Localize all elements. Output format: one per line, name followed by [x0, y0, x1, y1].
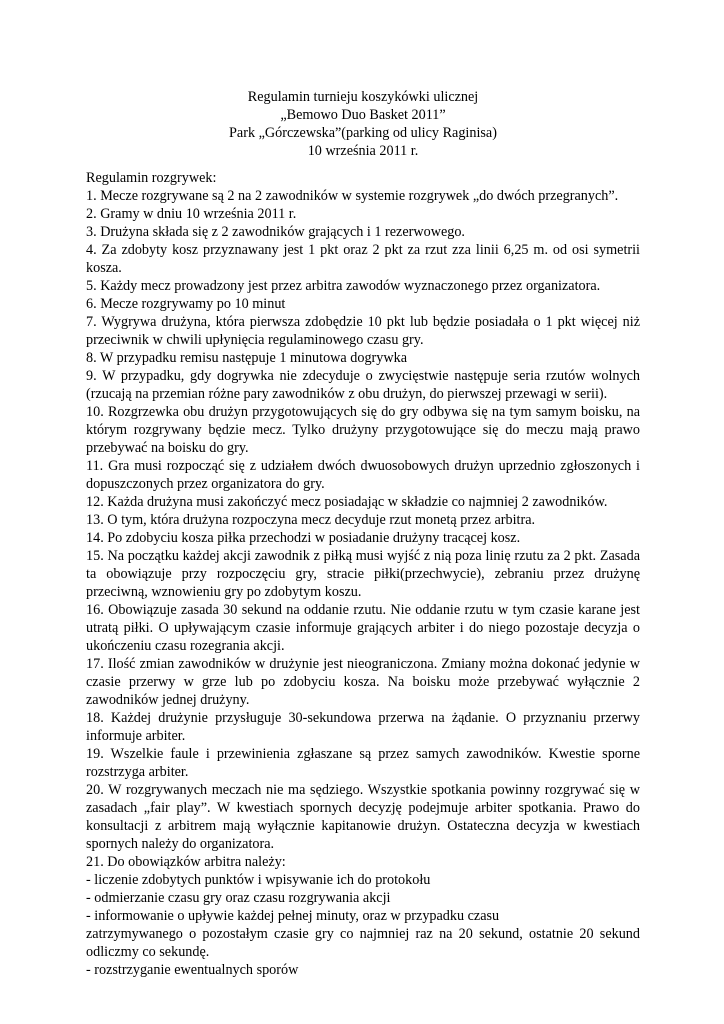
duty-item: - informowanie o upływie każdej pełnej minuty, oraz w przypadku czasu — [86, 908, 500, 924]
duty-item: - odmierzanie czasu gry oraz czasu rozgrywania akcji — [86, 890, 391, 906]
rule-item: 20. W rozgrywanych meczach nie ma sędziego. Wszystkie spotkania powinny rozgrywać się w zasadach „fair play”. W kwestiach spornych decyzję podejmuje arbiter spotkania. Prawo do konsultacji z arbitrem mają wyłącznie kapitanowie drużyn. Ostateczna decyzja w kwestiach spornych należy do organizatora. — [86, 782, 640, 852]
rule-item: 12. Każda drużyna musi zakończyć mecz posiadając w składzie co najmniej 2 zawodników. — [86, 494, 608, 510]
rule-item: 2. Gramy w dniu 10 września 2011 r. — [86, 206, 297, 222]
rule-item: 7. Wygrywa drużyna, która pierwsza zdobędzie 10 pkt lub będzie posiadała o 1 pkt więcej niż przeciwnik w chwili upłynięcia regulaminowego czasu gry. — [86, 314, 640, 348]
rule-item: 18. Każdej drużynie przysługuje 30-sekundowa przerwa na żądanie. O przyznaniu przerwy informuje arbiter. — [86, 710, 640, 744]
header-location: Park „Górczewska”(parking od ulicy Raginisa) — [229, 125, 497, 141]
rule-item: 3. Drużyna składa się z 2 zawodników grających i 1 rezerwowego. — [86, 224, 465, 240]
rule-item: 17. Ilość zmian zawodników w drużynie jest nieograniczona. Zmiany można dokonać jedynie w czasie przerwy w grze lub po zdobyciu kosza. Na boisku może przebywać wyłącznie 2 zawodników jednej drużyny. — [86, 656, 640, 708]
rule-item: 10. Rozgrzewka obu drużyn przygotowujących się do gry odbywa się na tym samym boisku, na którym rozgrywany będzie mecz. Tylko drużyny przygotowujące się do meczu mają prawo przebywać na boisku do gry. — [86, 404, 640, 456]
document-body — [86, 169, 640, 979]
document-header — [86, 88, 640, 160]
rule-item: 16. Obowiązuje zasada 30 sekund na oddanie rzutu. Nie oddanie rzutu w tym czasie karane jest utratą piłki. O upływającym czasie informuje grających arbiter i do niego pozostaje decyzja o ukończeniu czasu rozegrania akcji. — [86, 602, 640, 654]
rule-item: 14. Po zdobyciu kosza piłka przechodzi w posiadanie drużyny tracącej kosz. — [86, 530, 521, 546]
rule-item: 21. Do obowiązków arbitra należy: — [86, 854, 286, 870]
rule-item: 6. Mecze rozgrywamy po 10 minut — [86, 296, 286, 312]
rule-item: 11. Gra musi rozpocząć się z udziałem dwóch dwuosobowych drużyn uprzednio zgłoszonych i dopuszczonych przez organizatora do gry. — [86, 458, 640, 492]
header-date: 10 września 2011 r. — [307, 143, 419, 159]
rule-item: 9. W przypadku, gdy dogrywka nie zdecyduje o zwycięstwie następuje seria rzutów wolnych (rzucają na przemian różne pary zawodników z obu drużyn, do pierwszej przewagi w serii). — [86, 368, 640, 402]
rule-item: 13. O tym, która drużyna rozpoczyna mecz decyduje rzut monetą przez arbitra. — [86, 512, 536, 528]
duty-item: zatrzymywanego o pozostałym czasie gry co najmniej raz na 20 sekund, ostatnie 20 sekund odliczmy co sekundę. — [86, 926, 640, 960]
duty-item: - rozstrzyganie ewentualnych sporów — [86, 962, 299, 978]
section-title: Regulamin rozgrywek: — [86, 170, 217, 186]
duty-item: - liczenie zdobytych punktów i wpisywanie ich do protokołu — [86, 872, 431, 888]
rule-item: 15. Na początku każdej akcji zawodnik z piłką musi wyjść z nią poza linię rzutu za 2 pkt. Zasada ta obowiązuje przy rozpoczęciu gry, stracie piłki(przechwycie), zebraniu przez drużynę przeciwną, wznowieniu gry po zdobytym koszu. — [86, 548, 640, 600]
header-event-name: „Bemowo Duo Basket 2011” — [280, 107, 446, 123]
rule-item: 8. W przypadku remisu następuje 1 minutowa dogrywka — [86, 350, 407, 366]
rule-item: 5. Każdy mecz prowadzony jest przez arbitra zawodów wyznaczonego przez organizatora. — [86, 278, 601, 294]
rule-item: 19. Wszelkie faule i przewinienia zgłaszane są przez samych zawodników. Kwestie sporne rozstrzyga arbiter. — [86, 746, 640, 780]
rule-item: 4. Za zdobyty kosz przyznawany jest 1 pkt oraz 2 pkt za rzut zza linii 6,25 m. od osi symetrii kosza. — [86, 242, 640, 276]
rule-item: 1. Mecze rozgrywane są 2 na 2 zawodników w systemie rozgrywek „do dwóch przegranych”. — [86, 188, 619, 204]
header-title: Regulamin turnieju koszykówki ulicznej — [247, 89, 479, 105]
